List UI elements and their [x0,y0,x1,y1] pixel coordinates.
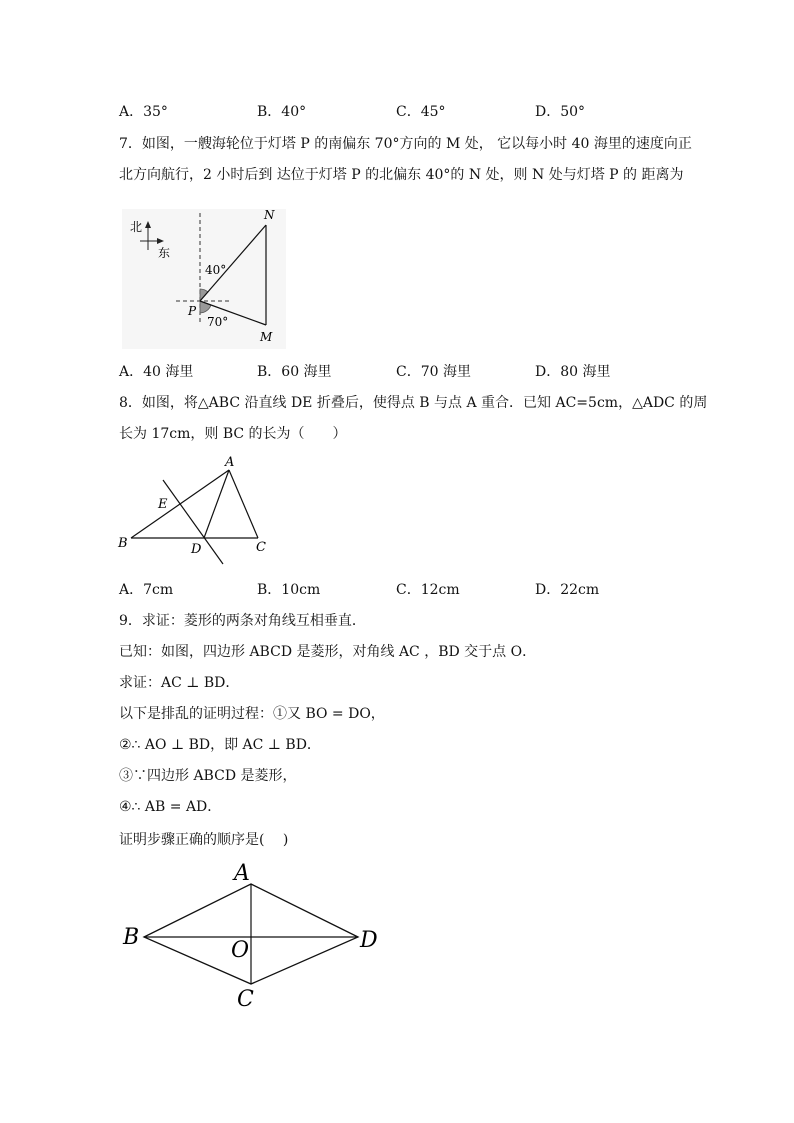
angle-40-label: 40° [205,263,227,277]
q9-title: 9．求证：菱形的两条对角线互相垂直． [119,613,366,629]
point-d-label: D [191,542,202,557]
q6-option-d: D．50° [535,104,586,120]
point-c-label: C [256,540,266,555]
point-n-label: N [264,208,275,222]
point-e-label: E [158,497,168,512]
q6-option-c: C．45° [396,104,446,120]
q7-option-a: A．40 海里 [119,364,194,380]
q7-text-line2: 北方向航行，2 小时后到 达位于灯塔 P 的北偏东 40°的 N 处，则 N 处与灯塔 P 的 距离为 [119,167,684,183]
q9-step3: ③∵四边形 ABCD 是菱形， [119,768,297,784]
q8-option-b: B．10cm [257,582,321,598]
q8-text-line1: 8．如图，将△ABC 沿直线 DE 折叠后，使得点 B 与点 A 重合．已知 AC=5cm，△ADC 的周 [119,395,708,411]
q7-option-c: C．70 海里 [396,364,471,380]
q8-figure [115,452,275,570]
q8-option-d: D．22cm [535,582,600,598]
q9-step2: ②∴ AO ⊥ BD，即 AC ⊥ BD． [119,737,321,753]
point-m-label: M [260,330,273,344]
vertex-a-label: A [234,861,250,886]
q6-option-b: B．40° [257,104,307,120]
north-label: 北 [130,220,143,234]
q8-text-line2: 长为 17cm，则 BC 的长为（ ） [119,426,347,442]
q6-option-a: A．35° [119,104,168,120]
vertex-d-label: D [360,928,378,953]
q9-step4: ④∴ AB = AD． [119,799,222,815]
point-a-label: A [225,455,235,470]
q8-option-a: A．7cm [119,582,174,598]
angle-70-label: 70° [207,315,229,329]
vertex-c-label: C [237,987,254,1012]
segment-ad [204,470,229,538]
q9-given: 已知：如图，四边形 ABCD 是菱形，对角线 AC ，BD 交于点 O． [119,644,537,660]
east-label: 东 [158,246,171,260]
center-o-label: O [231,938,250,963]
q9-question: 证明步骤正确的顺序是( ) [119,832,289,848]
q9-prove: 求证：AC ⊥ BD． [119,675,240,691]
q7-option-d: D．80 海里 [535,364,611,380]
point-b-label: B [118,536,128,551]
q7-figure [118,205,288,355]
q9-step1: 以下是排乱的证明过程：①又 BO = DO， [119,706,385,722]
vertex-b-label: B [123,925,140,950]
segment-ac [229,470,258,538]
q8-option-c: C．12cm [396,582,460,598]
q9-rhombus-figure [115,858,395,1014]
point-p-label: P [188,304,197,318]
q7-option-b: B．60 海里 [257,364,332,380]
q7-text-line1: 7．如图，一艘海轮位于灯塔 P 的南偏东 70°方向的 M 处， 它以每小时 40 海里的速度向正 [119,136,692,152]
